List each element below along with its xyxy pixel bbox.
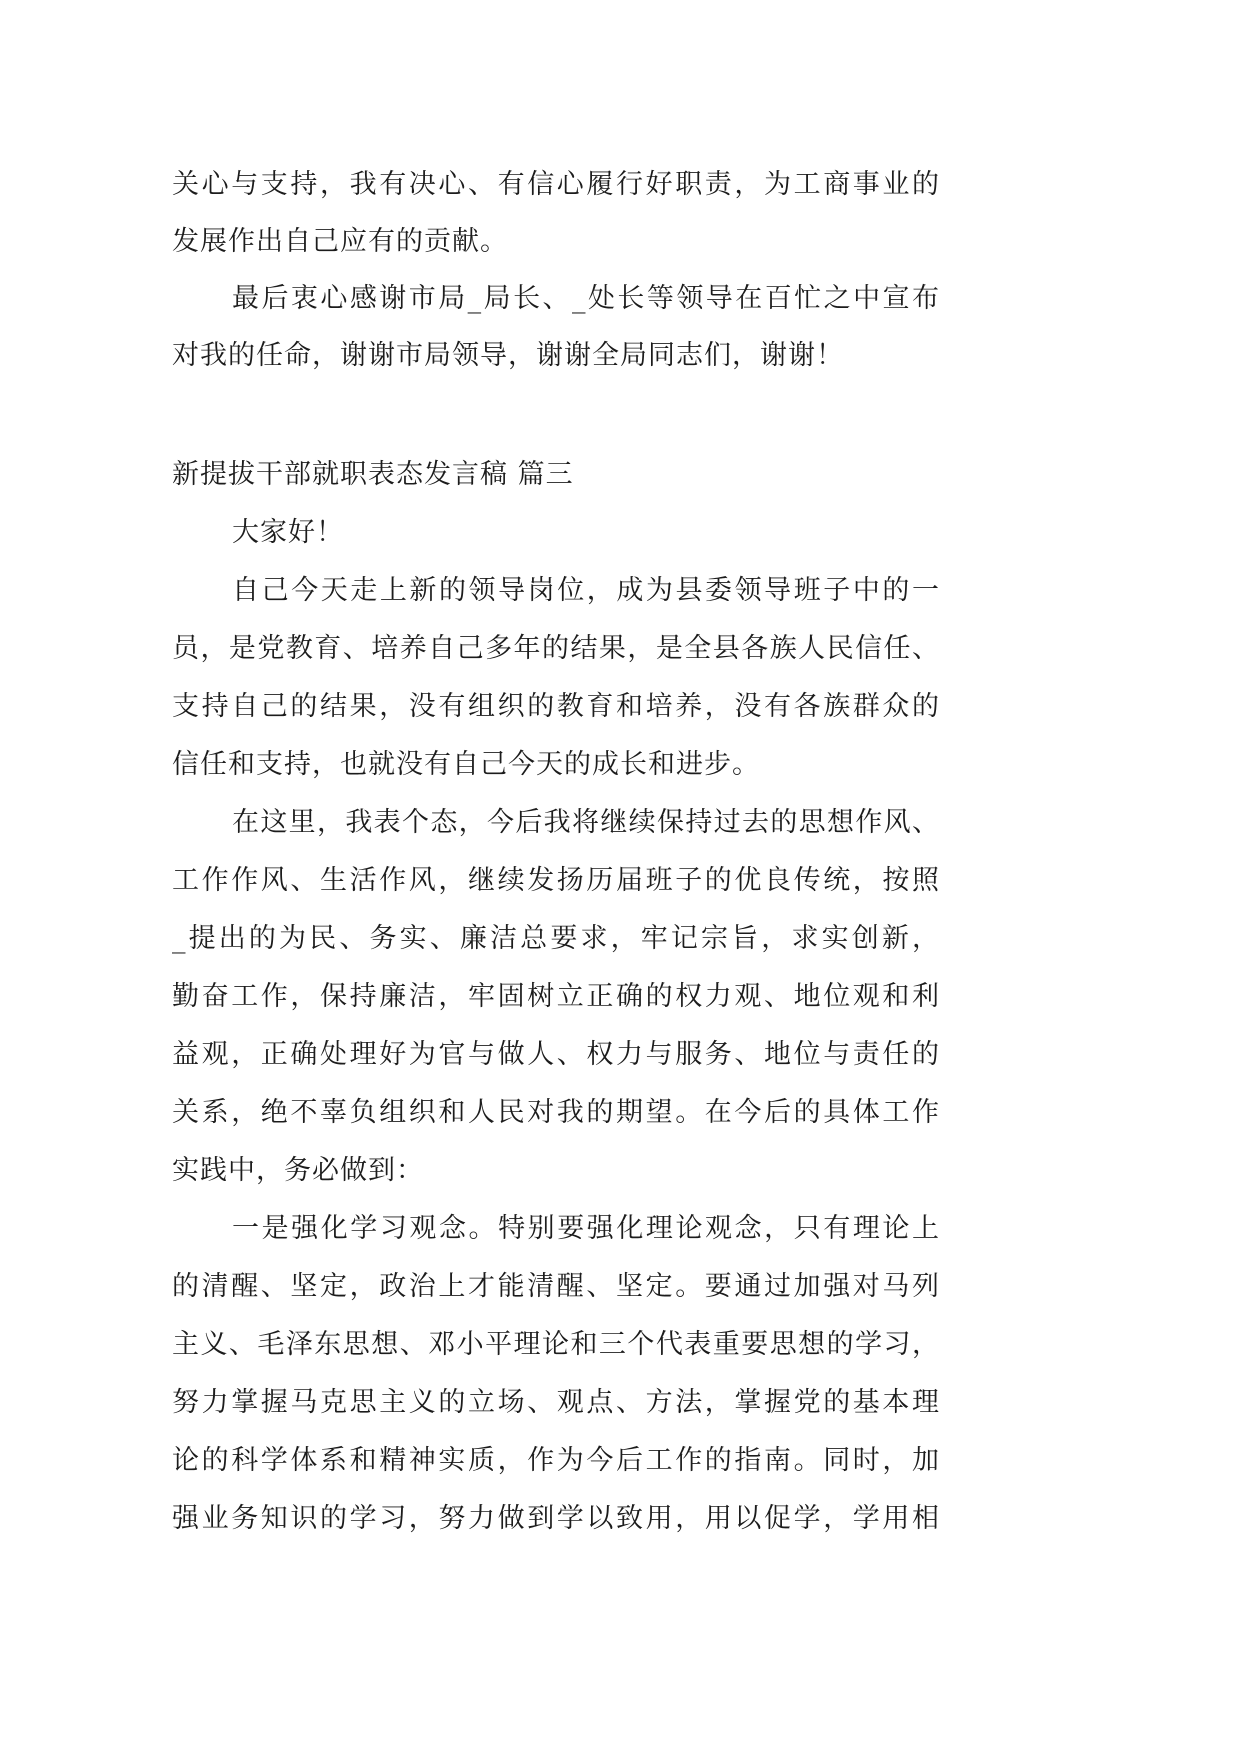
text-line: 支持自己的结果，没有组织的教育和培养，没有各族群众的 (172, 691, 940, 722)
text-line: 一是强化学习观念。特别要强化理论观念，只有理论上 (232, 1213, 940, 1244)
paragraph (172, 562, 940, 794)
text-line: 努力掌握马克思主义的立场、观点、方法，掌握党的基本理 (172, 1387, 940, 1418)
text-line: 信任和支持，也就没有自己今天的成长和进步。 (172, 749, 760, 780)
text-line: 大家好！ (232, 517, 344, 548)
text-line: 主义、毛泽东思想、邓小平理论和三个代表重要思想的学习， (172, 1329, 940, 1360)
text-line: 最后衷心感谢市局_局长、_处长等领导在百忙之中宣布 (232, 283, 940, 314)
text-line: 勤奋工作，保持廉洁，牢固树立正确的权力观、地位观和利 (172, 981, 940, 1012)
text-line: 在这里，我表个态，今后我将继续保持过去的思想作风、 (232, 807, 940, 838)
paragraph-greeting (172, 504, 940, 562)
paragraph (172, 156, 940, 270)
text-line: 强业务知识的学习，努力做到学以致用，用以促学，学用相 (172, 1503, 940, 1534)
text-line: 关系，绝不辜负组织和人民对我的期望。在今后的具体工作 (172, 1097, 940, 1128)
text-line: 论的科学体系和精神实质，作为今后工作的指南。同时，加 (172, 1445, 940, 1476)
text-line: 实践中，务必做到： (172, 1155, 424, 1186)
text-line: 对我的任命，谢谢市局领导，谢谢全局同志们，谢谢！ (172, 340, 844, 371)
text-line: 员，是党教育、培养自己多年的结果，是全县各族人民信任、 (172, 633, 940, 664)
text-line: 的清醒、坚定，政治上才能清醒、坚定。要通过加强对马列 (172, 1271, 940, 1302)
section-title: 新提拔干部就职表态发言稿 篇三 (172, 459, 574, 490)
text-line: 工作作风、生活作风，继续发扬历届班子的优良传统，按照 (172, 865, 940, 896)
paragraph (172, 794, 940, 1200)
text-line: _提出的为民、务实、廉洁总要求，牢记宗旨，求实创新， (172, 923, 940, 954)
previous-section-text (172, 156, 940, 384)
text-line: 关心与支持，我有决心、有信心履行好职责，为工商事业的 (172, 169, 940, 200)
text-line: 自己今天走上新的领导岗位，成为县委领导班子中的一 (232, 575, 940, 606)
text-line: 益观，正确处理好为官与做人、权力与服务、地位与责任的 (172, 1039, 940, 1070)
text-line: 发展作出自己应有的贡献。 (172, 226, 508, 257)
section-body (172, 504, 940, 1548)
paragraph (172, 270, 940, 384)
section-heading (172, 446, 940, 504)
paragraph (172, 1200, 940, 1548)
